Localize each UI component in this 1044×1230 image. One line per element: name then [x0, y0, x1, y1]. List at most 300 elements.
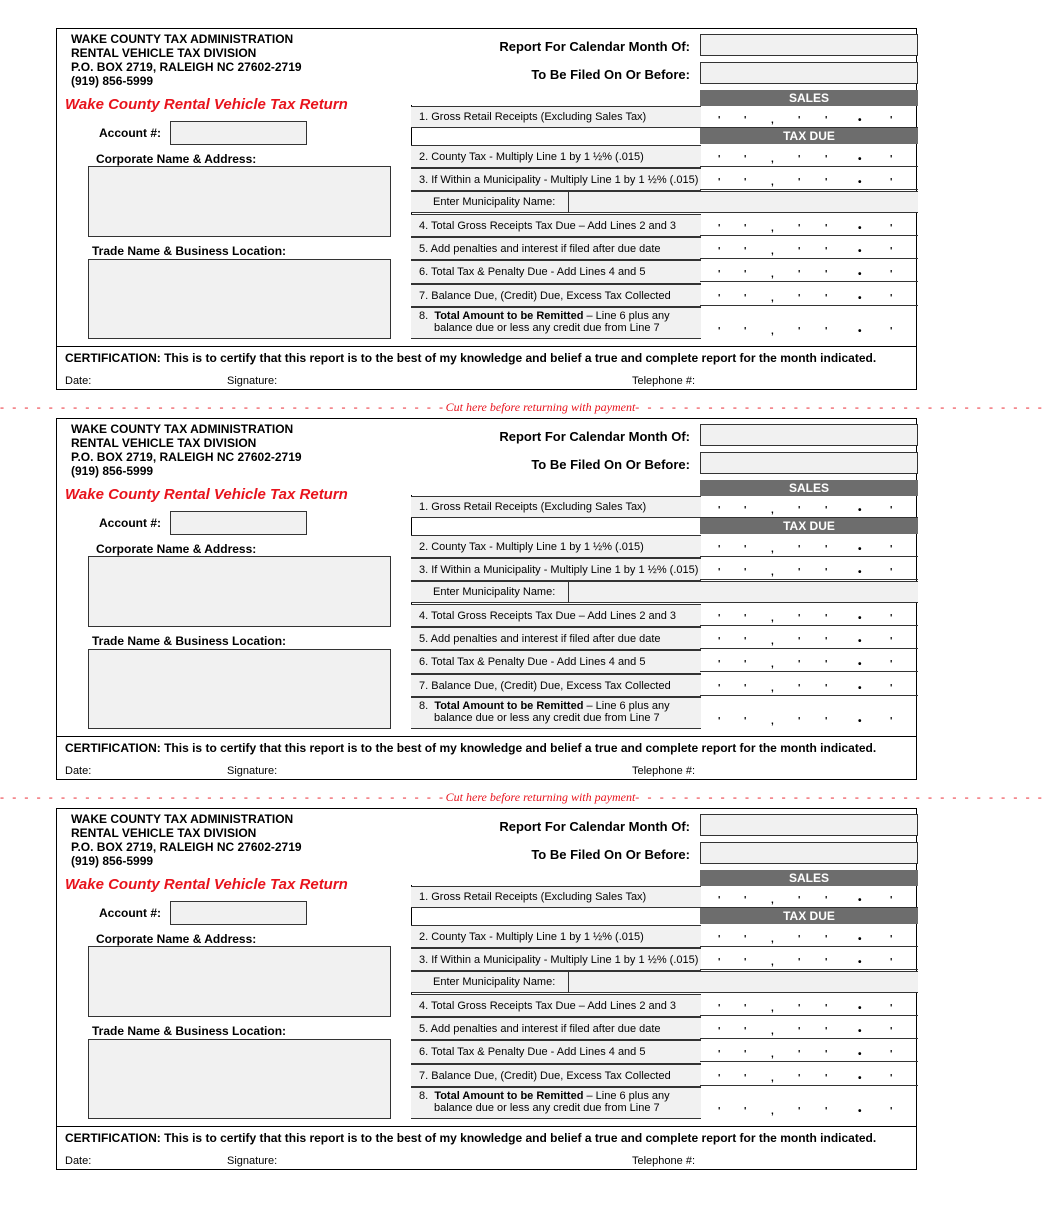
decimal-point: •: [858, 505, 862, 516]
corporate-label: Corporate Name & Address:: [96, 152, 257, 166]
digit-tick: ': [718, 659, 721, 670]
report-month-label: Report For Calendar Month Of:: [499, 39, 690, 54]
thousands-comma: ,: [771, 613, 774, 624]
file-by-input[interactable]: [700, 62, 918, 84]
municipality-input[interactable]: [700, 971, 918, 993]
digit-tick: ': [890, 636, 893, 647]
agency-phone: (919) 856-5999: [71, 74, 154, 88]
line-5-label: 5. Add penalties and interest if filed after due date: [411, 1017, 701, 1040]
digit-tick: ': [890, 269, 893, 280]
line-5-label: 5. Add penalties and interest if filed after due date: [411, 237, 701, 260]
decimal-point: •: [858, 115, 862, 126]
trade-label: Trade Name & Business Location:: [92, 634, 287, 648]
digit-tick: ': [798, 659, 801, 670]
line-8-label: [411, 307, 701, 339]
decimal-point: •: [858, 223, 862, 234]
trade-label: Trade Name & Business Location:: [92, 244, 287, 258]
corporate-address-input[interactable]: [88, 166, 391, 237]
corporate-address-input[interactable]: [88, 946, 391, 1017]
line-2-label: 2. County Tax - Multiply Line 1 by 1 ½% (.015): [411, 145, 701, 168]
file-by-label: To Be Filed On Or Before:: [531, 457, 690, 472]
digit-tick: ': [798, 1073, 801, 1084]
digit-tick: ': [798, 223, 801, 234]
digit-tick: ': [798, 716, 801, 727]
file-by-input[interactable]: [700, 452, 918, 474]
agency-division: RENTAL VEHICLE TAX DIVISION: [71, 46, 257, 60]
decimal-point: •: [858, 895, 862, 906]
decimal-point: •: [858, 246, 862, 257]
report-month-input[interactable]: [700, 34, 918, 56]
thousands-comma: ,: [771, 246, 774, 257]
digit-tick: ': [825, 246, 828, 257]
trade-location-input[interactable]: [88, 259, 391, 339]
digit-tick: ': [825, 223, 828, 234]
line-8-amount[interactable]: [700, 697, 918, 729]
digit-tick: ': [718, 269, 721, 280]
digit-tick: ': [718, 505, 721, 516]
line-4-label: 4. Total Gross Receipts Tax Due – Add Lines 2 and 3: [411, 604, 701, 627]
municipality-divider: [568, 582, 569, 602]
line-8-label: [411, 697, 701, 729]
digit-tick: ': [718, 154, 721, 165]
digit-tick: ': [718, 613, 721, 624]
certification-rule: [57, 736, 916, 737]
digit-tick: ': [744, 659, 747, 670]
agency-phone: (919) 856-5999: [71, 464, 154, 478]
digit-tick: ': [825, 683, 828, 694]
report-month-label: Report For Calendar Month Of:: [499, 429, 690, 444]
digit-tick: ': [798, 613, 801, 624]
digit-tick: ': [890, 567, 893, 578]
digit-tick: ': [744, 177, 747, 188]
line-7-label: 7. Balance Due, (Credit) Due, Excess Tax Collected: [411, 1064, 701, 1087]
digit-tick: ': [825, 269, 828, 280]
trade-location-input[interactable]: [88, 649, 391, 729]
thousands-comma: ,: [771, 934, 774, 945]
line-4-amount[interactable]: [700, 994, 918, 1016]
digit-tick: ': [825, 293, 828, 304]
line-1-amount[interactable]: [700, 886, 918, 908]
account-label: Account #:: [99, 126, 162, 140]
digit-tick: ': [825, 1106, 828, 1117]
line-3-amount[interactable]: [700, 168, 918, 190]
certification-text: CERTIFICATION: This is to certify that this report is to the best of my knowledge and belief a true and complete report for the month indicated.: [65, 741, 877, 755]
decimal-point: •: [858, 293, 862, 304]
line-8-number: 8.: [419, 1090, 429, 1102]
line-1-label: 1. Gross Retail Receipts (Excluding Sales Tax): [411, 106, 701, 128]
corporate-label: Corporate Name & Address:: [96, 542, 257, 556]
decimal-point: •: [858, 1003, 862, 1014]
report-month-label: Report For Calendar Month Of:: [499, 819, 690, 834]
thousands-comma: ,: [771, 636, 774, 647]
thousands-comma: ,: [771, 177, 774, 188]
digit-tick: ': [798, 683, 801, 694]
line-6-amount[interactable]: [700, 1040, 918, 1062]
municipality-input[interactable]: [700, 191, 918, 213]
line-3-label: 3. If Within a Municipality - Multiply Line 1 by 1 ½% (.015): [411, 558, 701, 581]
agency-po-box: P.O. BOX 2719, RALEIGH NC 27602-2719: [71, 60, 302, 74]
digit-tick: ': [718, 246, 721, 257]
tax-return-form: [56, 28, 917, 390]
digit-tick: ': [825, 567, 828, 578]
municipality-label: Enter Municipality Name:: [433, 586, 556, 598]
digit-tick: ': [718, 293, 721, 304]
digit-tick: ': [798, 177, 801, 188]
digit-tick: ': [890, 1003, 893, 1014]
digit-tick: ': [890, 1026, 893, 1037]
line-3-label: 3. If Within a Municipality - Multiply Line 1 by 1 ½% (.015): [411, 948, 701, 971]
corporate-label: Corporate Name & Address:: [96, 932, 257, 946]
agency-po-box: P.O. BOX 2719, RALEIGH NC 27602-2719: [71, 450, 302, 464]
line-6-label: 6. Total Tax & Penalty Due - Add Lines 4 and 5: [411, 650, 701, 674]
digit-tick: ': [890, 934, 893, 945]
form-title: Wake County Rental Vehicle Tax Return: [65, 876, 348, 893]
agency-division: RENTAL VEHICLE TAX DIVISION: [71, 826, 257, 840]
municipality-divider: [568, 972, 569, 992]
digit-tick: ': [744, 223, 747, 234]
cut-line: [0, 400, 1044, 415]
thousands-comma: ,: [771, 505, 774, 516]
signature-label: Signature:: [227, 375, 278, 387]
digit-tick: ': [718, 544, 721, 555]
decimal-point: •: [858, 1106, 862, 1117]
digit-tick: ': [744, 613, 747, 624]
telephone-label: Telephone #:: [632, 765, 695, 777]
agency-address: [71, 32, 302, 88]
cut-text: Cut here before returning with payment: [445, 790, 636, 804]
corporate-address-input[interactable]: [88, 556, 391, 627]
digit-tick: ': [825, 1003, 828, 1014]
digit-tick: ': [825, 957, 828, 968]
digit-tick: ': [825, 544, 828, 555]
digit-tick: ': [744, 1026, 747, 1037]
line-3-label: 3. If Within a Municipality - Multiply Line 1 by 1 ½% (.015): [411, 168, 701, 191]
tax-return-form: [56, 418, 917, 780]
line-6-label: 6. Total Tax & Penalty Due - Add Lines 4 and 5: [411, 260, 701, 284]
digit-tick: ': [890, 716, 893, 727]
cut-dashes-right: - - - - - - - - - - - - - - - - - - - - - - - - - - - - - - - - - -: [635, 400, 1044, 414]
line-4-label: 4. Total Gross Receipts Tax Due – Add Lines 2 and 3: [411, 214, 701, 237]
line-5-amount[interactable]: [700, 627, 918, 649]
certification-text: CERTIFICATION: This is to certify that this report is to the best of my knowledge and belief a true and complete report for the month indicated.: [65, 1131, 877, 1145]
thousands-comma: ,: [771, 223, 774, 234]
digit-tick: ': [718, 1003, 721, 1014]
digit-tick: ': [825, 1026, 828, 1037]
municipality-divider: [568, 192, 569, 212]
line-8-rest: – Line 6 plus any: [583, 310, 670, 322]
tax-due-header: TAX DUE: [700, 128, 918, 144]
digit-tick: ': [718, 636, 721, 647]
line-2-amount[interactable]: [700, 925, 918, 947]
agency-address: [71, 422, 302, 478]
digit-tick: ': [718, 895, 721, 906]
telephone-label: Telephone #:: [632, 1155, 695, 1167]
account-input[interactable]: [170, 511, 307, 535]
digit-tick: ': [744, 505, 747, 516]
thousands-comma: ,: [771, 154, 774, 165]
digit-tick: ': [718, 957, 721, 968]
digit-tick: ': [744, 957, 747, 968]
line-8-label: [411, 1087, 701, 1119]
digit-tick: ': [798, 505, 801, 516]
digit-tick: ': [718, 1026, 721, 1037]
form-title: Wake County Rental Vehicle Tax Return: [65, 486, 348, 503]
digit-tick: ': [744, 636, 747, 647]
decimal-point: •: [858, 636, 862, 647]
digit-tick: ': [798, 934, 801, 945]
line-8-amount[interactable]: [700, 307, 918, 339]
decimal-point: •: [858, 1049, 862, 1060]
digit-tick: ': [890, 957, 893, 968]
decimal-point: •: [858, 177, 862, 188]
digit-tick: ': [798, 1106, 801, 1117]
municipality-input[interactable]: [700, 581, 918, 603]
digit-tick: ': [744, 1003, 747, 1014]
digit-tick: ': [718, 567, 721, 578]
line-7-amount[interactable]: [700, 674, 918, 696]
line-8-number: 8.: [419, 310, 429, 322]
thousands-comma: ,: [771, 895, 774, 906]
line-7-amount[interactable]: [700, 1064, 918, 1086]
line-7-label: 7. Balance Due, (Credit) Due, Excess Tax Collected: [411, 284, 701, 307]
thousands-comma: ,: [771, 716, 774, 727]
digit-tick: ': [744, 544, 747, 555]
digit-tick: ': [890, 177, 893, 188]
file-by-label: To Be Filed On Or Before:: [531, 847, 690, 862]
digit-tick: ': [825, 326, 828, 337]
line-5-amount[interactable]: [700, 237, 918, 259]
cut-dashes-right: - - - - - - - - - - - - - - - - - - - - - - - - - - - - - - - - - -: [635, 790, 1044, 804]
digit-tick: ': [744, 154, 747, 165]
telephone-label: Telephone #:: [632, 375, 695, 387]
digit-tick: ': [798, 1026, 801, 1037]
digit-tick: ': [890, 326, 893, 337]
decimal-point: •: [858, 934, 862, 945]
digit-tick: ': [798, 567, 801, 578]
digit-tick: ': [825, 154, 828, 165]
tax-due-header: TAX DUE: [700, 908, 918, 924]
decimal-point: •: [858, 683, 862, 694]
line-4-amount[interactable]: [700, 604, 918, 626]
digit-tick: ': [718, 716, 721, 727]
line-8-bold: Total Amount to be Remitted: [434, 700, 584, 712]
decimal-point: •: [858, 1026, 862, 1037]
decimal-point: •: [858, 716, 862, 727]
digit-tick: ': [825, 613, 828, 624]
decimal-point: •: [858, 1073, 862, 1084]
line-5-amount[interactable]: [700, 1017, 918, 1039]
municipality-row: [411, 191, 701, 213]
thousands-comma: ,: [771, 269, 774, 280]
thousands-comma: ,: [771, 326, 774, 337]
line-2-amount[interactable]: [700, 145, 918, 167]
decimal-point: •: [858, 613, 862, 624]
line-8-amount[interactable]: [700, 1087, 918, 1119]
digit-tick: ': [744, 115, 747, 126]
account-input[interactable]: [170, 901, 307, 925]
decimal-point: •: [858, 269, 862, 280]
digit-tick: ': [890, 115, 893, 126]
digit-tick: ': [744, 293, 747, 304]
certification-text: CERTIFICATION: This is to certify that this report is to the best of my knowledge and belief a true and complete report for the month indicated.: [65, 351, 877, 365]
digit-tick: ': [890, 683, 893, 694]
digit-tick: ': [744, 1106, 747, 1117]
digit-tick: ': [890, 613, 893, 624]
digit-tick: ': [744, 934, 747, 945]
digit-tick: ': [798, 115, 801, 126]
digit-tick: ': [798, 154, 801, 165]
digit-tick: ': [744, 326, 747, 337]
agency-address: [71, 812, 302, 868]
digit-tick: ': [825, 934, 828, 945]
cut-dashes-left: - - - - - - - - - - - - - - - - - - - - - - - - - - - - - - - - - - - - -: [0, 400, 446, 414]
digit-tick: ': [890, 659, 893, 670]
line-2-label: 2. County Tax - Multiply Line 1 by 1 ½% (.015): [411, 535, 701, 558]
decimal-point: •: [858, 957, 862, 968]
digit-tick: ': [744, 683, 747, 694]
tax-return-form: [56, 808, 917, 1170]
digit-tick: ': [718, 934, 721, 945]
line-2-amount[interactable]: [700, 535, 918, 557]
report-month-input[interactable]: [700, 424, 918, 446]
thousands-comma: ,: [771, 567, 774, 578]
line-3-amount[interactable]: [700, 948, 918, 970]
digit-tick: ': [890, 154, 893, 165]
digit-tick: ': [825, 115, 828, 126]
line-8-number: 8.: [419, 700, 429, 712]
trade-location-input[interactable]: [88, 1039, 391, 1119]
report-month-input[interactable]: [700, 814, 918, 836]
digit-tick: ': [744, 716, 747, 727]
signature-label: Signature:: [227, 1155, 278, 1167]
file-by-input[interactable]: [700, 842, 918, 864]
thousands-comma: ,: [771, 544, 774, 555]
digit-tick: ': [718, 326, 721, 337]
digit-tick: ': [798, 246, 801, 257]
line-8-line2: balance due or less any credit due from Line 7: [434, 1102, 660, 1114]
sales-header: SALES: [700, 870, 918, 886]
digit-tick: ': [798, 326, 801, 337]
thousands-comma: ,: [771, 683, 774, 694]
digit-tick: ': [744, 269, 747, 280]
line-3-amount[interactable]: [700, 558, 918, 580]
digit-tick: ': [890, 1106, 893, 1117]
digit-tick: ': [744, 246, 747, 257]
digit-tick: ': [718, 223, 721, 234]
digit-tick: ': [718, 115, 721, 126]
line-1-label: 1. Gross Retail Receipts (Excluding Sales Tax): [411, 496, 701, 518]
line-1-amount[interactable]: [700, 496, 918, 518]
decimal-point: •: [858, 544, 862, 555]
digit-tick: ': [890, 1049, 893, 1060]
digit-tick: ': [890, 293, 893, 304]
cut-line: [0, 790, 1044, 805]
agency-name: WAKE COUNTY TAX ADMINISTRATION: [71, 422, 294, 436]
municipality-row: [411, 971, 701, 993]
line-8-bold: Total Amount to be Remitted: [434, 1090, 584, 1102]
line-6-amount[interactable]: [700, 650, 918, 672]
municipality-label: Enter Municipality Name:: [433, 976, 556, 988]
date-label: Date:: [65, 765, 92, 777]
thousands-comma: ,: [771, 293, 774, 304]
line-7-amount[interactable]: [700, 284, 918, 306]
digit-tick: ': [718, 177, 721, 188]
thousands-comma: ,: [771, 1106, 774, 1117]
certification-rule: [57, 346, 916, 347]
digit-tick: ': [890, 246, 893, 257]
tax-due-header: TAX DUE: [700, 518, 918, 534]
account-input[interactable]: [170, 121, 307, 145]
digit-tick: ': [890, 505, 893, 516]
thousands-comma: ,: [771, 659, 774, 670]
digit-tick: ': [825, 716, 828, 727]
cut-dashes-left: - - - - - - - - - - - - - - - - - - - - - - - - - - - - - - - - - - - - -: [0, 790, 446, 804]
digit-tick: ': [798, 636, 801, 647]
line-4-amount[interactable]: [700, 214, 918, 236]
digit-tick: ': [718, 1106, 721, 1117]
account-label: Account #:: [99, 516, 162, 530]
line-8-rest: – Line 6 plus any: [583, 1090, 670, 1102]
digit-tick: ': [718, 1073, 721, 1084]
decimal-point: •: [858, 326, 862, 337]
digit-tick: ': [744, 567, 747, 578]
digit-tick: ': [825, 1073, 828, 1084]
digit-tick: ': [825, 659, 828, 670]
thousands-comma: ,: [771, 115, 774, 126]
certification-rule: [57, 1126, 916, 1127]
line-1-amount[interactable]: [700, 106, 918, 128]
agency-name: WAKE COUNTY TAX ADMINISTRATION: [71, 812, 294, 826]
line-1-label: 1. Gross Retail Receipts (Excluding Sales Tax): [411, 886, 701, 908]
decimal-point: •: [858, 659, 862, 670]
digit-tick: ': [798, 895, 801, 906]
digit-tick: ': [825, 636, 828, 647]
thousands-comma: ,: [771, 1049, 774, 1060]
agency-po-box: P.O. BOX 2719, RALEIGH NC 27602-2719: [71, 840, 302, 854]
date-label: Date:: [65, 1155, 92, 1167]
line-5-label: 5. Add penalties and interest if filed after due date: [411, 627, 701, 650]
municipality-row: [411, 581, 701, 603]
digit-tick: ': [798, 1003, 801, 1014]
digit-tick: ': [798, 957, 801, 968]
thousands-comma: ,: [771, 1073, 774, 1084]
line-8-rest: – Line 6 plus any: [583, 700, 670, 712]
digit-tick: ': [718, 683, 721, 694]
municipality-label: Enter Municipality Name:: [433, 196, 556, 208]
digit-tick: ': [744, 1049, 747, 1060]
digit-tick: ': [798, 293, 801, 304]
account-label: Account #:: [99, 906, 162, 920]
digit-tick: ': [744, 1073, 747, 1084]
line-8-bold: Total Amount to be Remitted: [434, 310, 584, 322]
cut-text: Cut here before returning with payment: [445, 400, 636, 414]
digit-tick: ': [825, 505, 828, 516]
line-8-line2: balance due or less any credit due from Line 7: [434, 712, 660, 724]
thousands-comma: ,: [771, 1026, 774, 1037]
sales-header: SALES: [700, 480, 918, 496]
line-6-label: 6. Total Tax & Penalty Due - Add Lines 4 and 5: [411, 1040, 701, 1064]
decimal-point: •: [858, 154, 862, 165]
agency-phone: (919) 856-5999: [71, 854, 154, 868]
digit-tick: ': [890, 895, 893, 906]
agency-name: WAKE COUNTY TAX ADMINISTRATION: [71, 32, 294, 46]
digit-tick: ': [798, 544, 801, 555]
file-by-label: To Be Filed On Or Before:: [531, 67, 690, 82]
digit-tick: ': [825, 1049, 828, 1060]
line-6-amount[interactable]: [700, 260, 918, 282]
line-7-label: 7. Balance Due, (Credit) Due, Excess Tax Collected: [411, 674, 701, 697]
decimal-point: •: [858, 567, 862, 578]
